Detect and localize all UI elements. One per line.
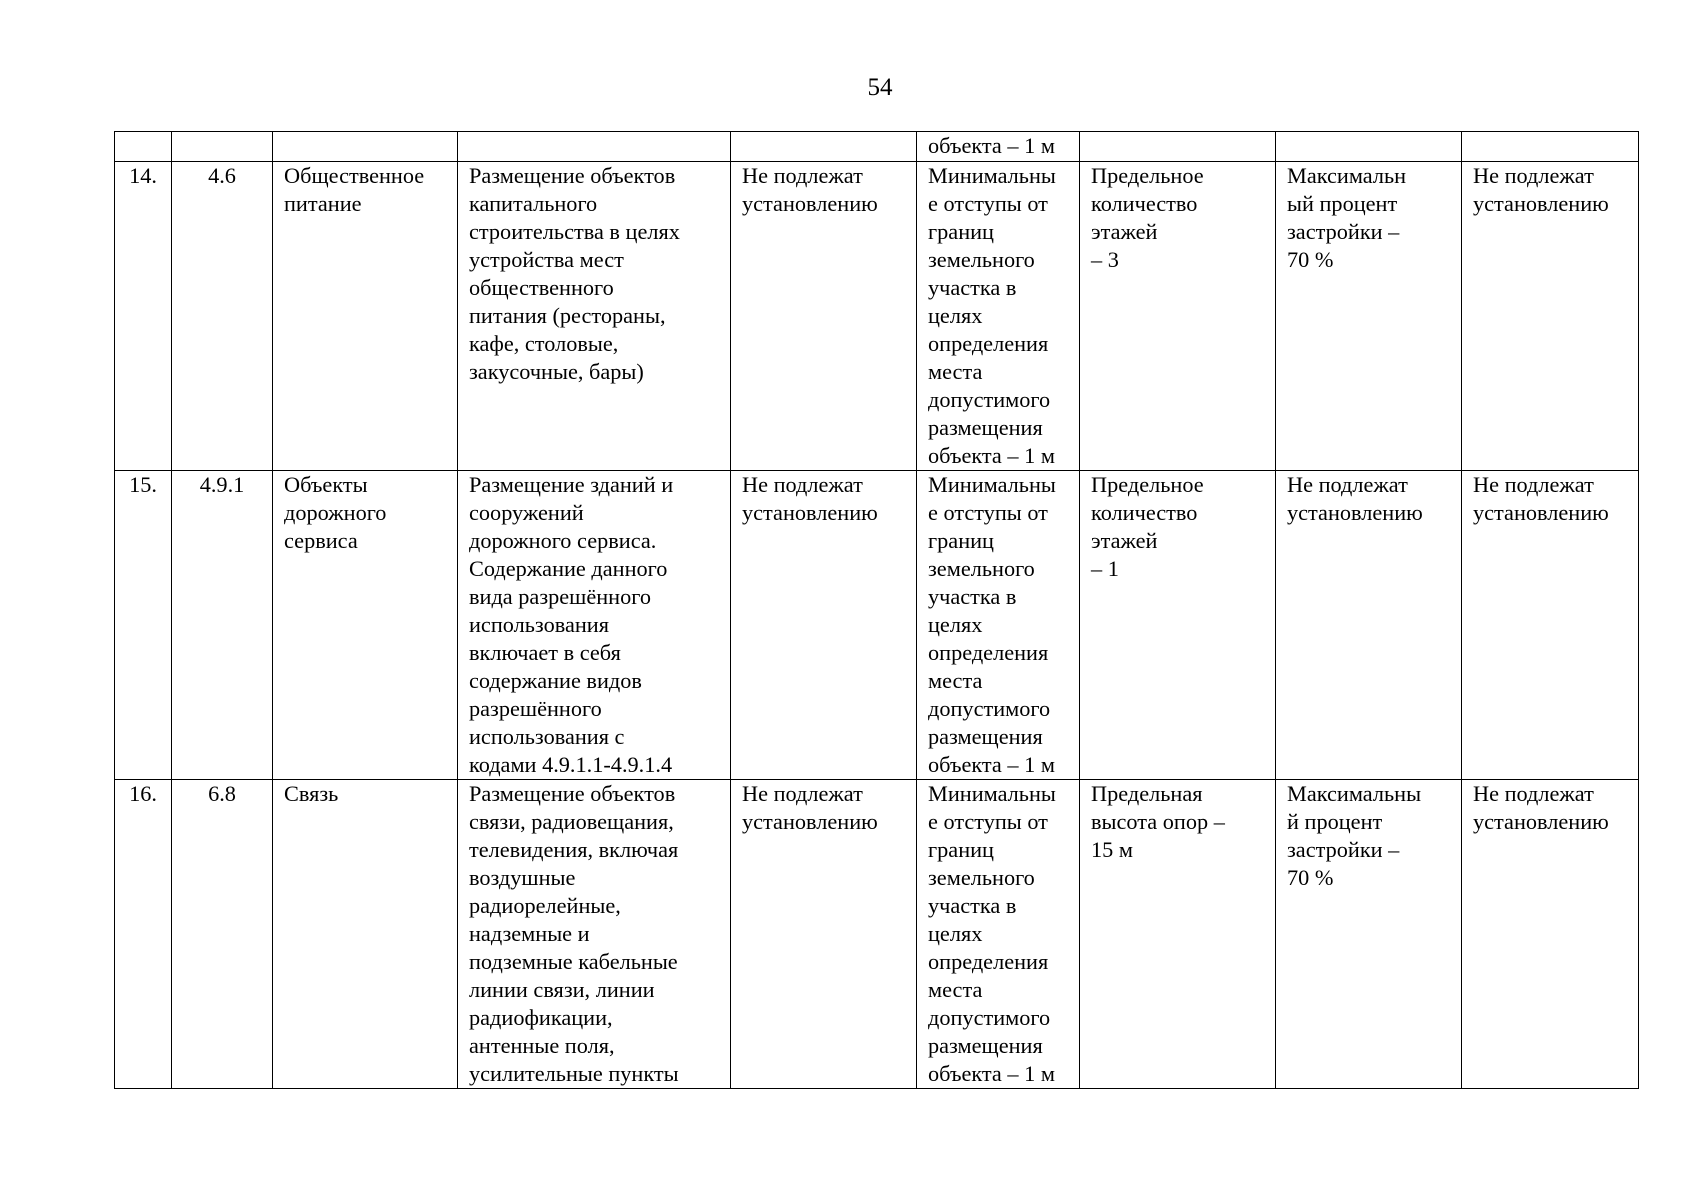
page-number: 54 (867, 74, 893, 101)
cell-plot-size: Не подлежат установлению (731, 162, 917, 471)
cell-description: Размещение объектов капитального строительства в целях устройства мест общественного питания (рестораны, кафе, столовые, закусочные, бары) (458, 162, 731, 471)
cell-setbacks: Минимальны е отступы от границ земельного участка в целях определения места допустимого размещения объекта – 1 м (917, 780, 1080, 1089)
cell-plot-size: Не подлежат установлению (731, 780, 917, 1089)
cell-code: 4.9.1 (172, 471, 273, 780)
cell-coverage: Максимальны й процент застройки – 70 % (1276, 780, 1462, 1089)
table-row (115, 162, 1639, 471)
cell-height (1080, 132, 1276, 162)
cell-plot-size: Не подлежат установлению (731, 471, 917, 780)
cell-name: Общественное питание (273, 162, 458, 471)
cell-height: Предельное количество этажей – 1 (1080, 471, 1276, 780)
table-row-continuation (115, 132, 1639, 162)
cell-num: 14. (115, 162, 172, 471)
cell-coverage (1276, 132, 1462, 162)
cell-description: Размещение объектов связи, радиовещания, телевидения, включая воздушные радиорелейные, надземные и подземные кабельные линии связи, линии радиофикации, антенные поля, усилительные пункты (458, 780, 731, 1089)
cell-other: Не подлежат установлению (1462, 780, 1639, 1089)
cell-plot-size (731, 132, 917, 162)
cell-other: Не подлежат установлению (1462, 162, 1639, 471)
cell-setbacks: объекта – 1 м (917, 132, 1080, 162)
cell-setbacks: Минимальны е отступы от границ земельного участка в целях определения места допустимого размещения объекта – 1 м (917, 471, 1080, 780)
cell-height: Предельная высота опор – 15 м (1080, 780, 1276, 1089)
cell-setbacks: Минимальны е отступы от границ земельного участка в целях определения места допустимого размещения объекта – 1 м (917, 162, 1080, 471)
cell-num: 15. (115, 471, 172, 780)
cell-num: 16. (115, 780, 172, 1089)
cell-description: Размещение зданий и сооружений дорожного сервиса. Содержание данного вида разрешённого использования включает в себя содержание видов разрешённого использования с кодами 4.9.1.1-4.9.1.4 (458, 471, 731, 780)
cell-description (458, 132, 731, 162)
cell-coverage: Максимальн ый процент застройки – 70 % (1276, 162, 1462, 471)
cell-name: Объекты дорожного сервиса (273, 471, 458, 780)
cell-code (172, 132, 273, 162)
table-row (115, 780, 1639, 1089)
cell-code: 4.6 (172, 162, 273, 471)
cell-code: 6.8 (172, 780, 273, 1089)
cell-num (115, 132, 172, 162)
cell-height: Предельное количество этажей – 3 (1080, 162, 1276, 471)
cell-coverage: Не подлежат установлению (1276, 471, 1462, 780)
cell-other (1462, 132, 1639, 162)
table-row (115, 471, 1639, 780)
cell-name (273, 132, 458, 162)
land-use-table (114, 131, 1639, 1089)
cell-other: Не подлежат установлению (1462, 471, 1639, 780)
cell-name: Связь (273, 780, 458, 1089)
